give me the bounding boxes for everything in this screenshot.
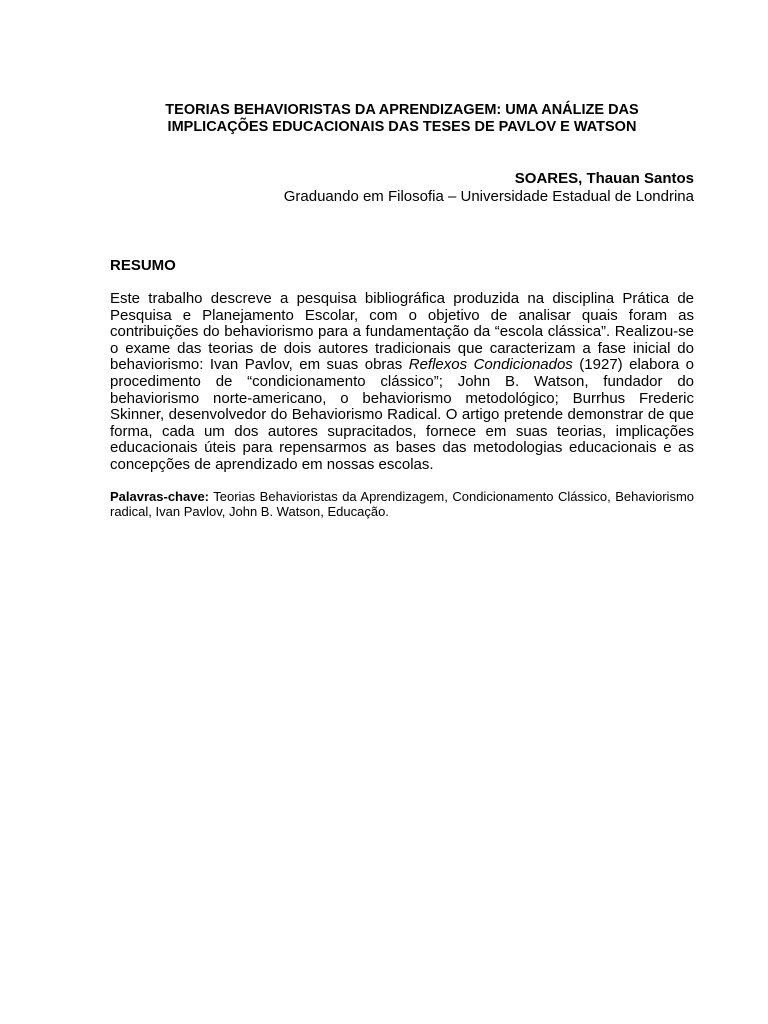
author-block [110,170,694,206]
keywords-text: Teorias Behavioristas da Aprendizagem, Condicionamento Clássico, Behaviorismo radical, Ivan Pavlov, John B. Watson, Educação. [110,488,694,520]
abstract-text-part-2: (1927) elabora o procedimento de “condicionamento clássico”; John B. Watson, fundador do behaviorismo norte-americano, o behaviorismo metodológico; Burrhus Frederic Skinner, desenvolvedor do Behaviorismo Radical. O artigo pretende demonstrar de que forma, cada um dos autores supracitados, fornece em suas teorias, implicações educacionais úteis para repensarmos as bases das metodologias educacionais e as concepções de aprendizado em nossas escolas. [110,356,694,473]
author-name: SOARES, Thauan Santos [514,170,694,187]
abstract-text-part-1: Este trabalho descreve a pesquisa bibliográfica produzida na disciplina Prática de Pesquisa e Planejamento Escolar, com o objetivo de analisar quais foram as contribuições do behaviorismo para a fundamentação da “escola clássica”. Realizou-se o exame das teorias de dois autores tradicionais que caracterizam a fase inicial do behaviorismo: Ivan Pavlov, em suas obras [110,290,694,374]
keywords-label: Palavras-chave: [110,488,210,504]
paper-title-line-1: TEORIAS BEHAVIORISTAS DA APRENDIZAGEM: UMA ANÁLIZE DAS [165,102,639,118]
abstract-paragraph [110,291,694,474]
paper-title-line-2: IMPLICAÇÕES EDUCACIONAIS DAS TESES DE PAVLOV E WATSON [167,119,637,135]
author-affiliation: Graduando em Filosofia – Universidade Estadual de Londrina [283,188,694,205]
paper-title [110,102,694,136]
keywords-paragraph [110,489,694,520]
abstract-book-title: Reflexos Condicionados [408,356,573,374]
document-page [110,102,694,533]
abstract-heading: RESUMO [110,257,176,274]
